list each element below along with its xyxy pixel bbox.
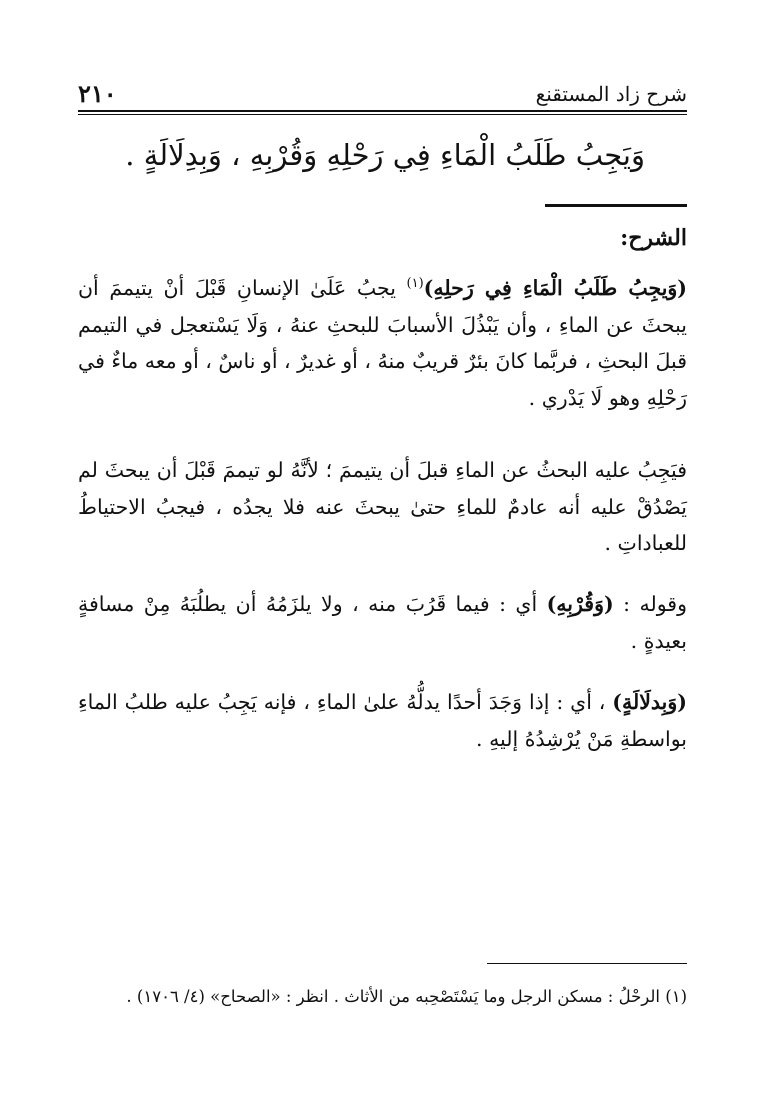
running-title: شرح زاد المستقنع xyxy=(535,82,687,106)
matn-text: وَيَجِبُ طَلَبُ الْمَاءِ فِي رَحْلِهِ وَقُرْبِهِ ، وَبِدِلَالَةٍ . xyxy=(125,138,645,172)
footnote: (١) الرحْلُ : مسكن الرجل وما يَسْتَصْحِبه من الأثاث . انظر : «الصحاح» (٤/ ١٧٠٦) . xyxy=(126,987,687,1006)
section-divider xyxy=(545,204,687,207)
commentary-paragraph-4 xyxy=(78,684,687,757)
matn-quote: (وَقُرْبِهِ) xyxy=(546,592,614,616)
header-rule xyxy=(78,110,687,112)
commentary-paragraph-2 xyxy=(78,452,687,562)
matn-quote: (وَيجِبُ طَلَبُ الْمَاءِ فِي رَحلِهِ) xyxy=(423,276,687,300)
footnote-divider xyxy=(487,963,687,964)
paragraph-text: ، أي : إذا وَجَدَ أحدًا يدلُّهُ علىٰ الماءِ ، فإنه يَجِبُ عليه طلبُ الماءِ بواسطةِ مَنْ يُرْشِدُهُ إليهِ . xyxy=(78,690,687,751)
commentary-paragraph-1 xyxy=(78,270,687,416)
matn-quote: (وَبِدلَالَةٍ) xyxy=(612,690,687,714)
footnote-reference[interactable]: (١) xyxy=(406,276,424,292)
page-number: ٢١٠ xyxy=(78,79,117,108)
paragraph-text: فيَجِبُ عليه البحثُ عن الماءِ قبلَ أن يتيممَ ؛ لأنَّهُ لو تيممَ قَبْلَ أن يبحثَ لم يَصْدُقْ عليه أنه عادمٌ للماءِ حتىٰ يبحثَ عنه فلا يجدُه ، فيجبُ الاحتياطُ للعباداتِ . xyxy=(78,458,687,555)
header-rule-thin xyxy=(78,114,687,115)
paragraph-text: يجبُ عَلَىٰ الإنسانِ قَبْلَ أنْ يتيممَ أن يبحثَ عن الماءِ ، وأن يَبْذُلَ الأسبابَ للبحثِ عنهُ ، وَلَا يَسْتعجل في التيمم قبلَ البحثِ ، فربَّما كانَ بئرٌ قريبٌ منهُ ، أو غديرٌ ، أو ناسٌ ، أو معه ماءٌ في رَحْلِهِ وهو لَا يَدْري . xyxy=(78,276,687,410)
commentary-paragraph-3 xyxy=(78,586,687,659)
commentary-heading: الشرح: xyxy=(620,225,687,251)
page-header xyxy=(78,68,687,108)
paragraph-lead: وقوله : xyxy=(613,592,687,616)
paragraph-text: أي : فيما قَرُبَ منه ، ولا يلزَمُهُ أن يطلُبَهُ مِنْ مسافةٍ بعيدةٍ . xyxy=(78,592,687,653)
